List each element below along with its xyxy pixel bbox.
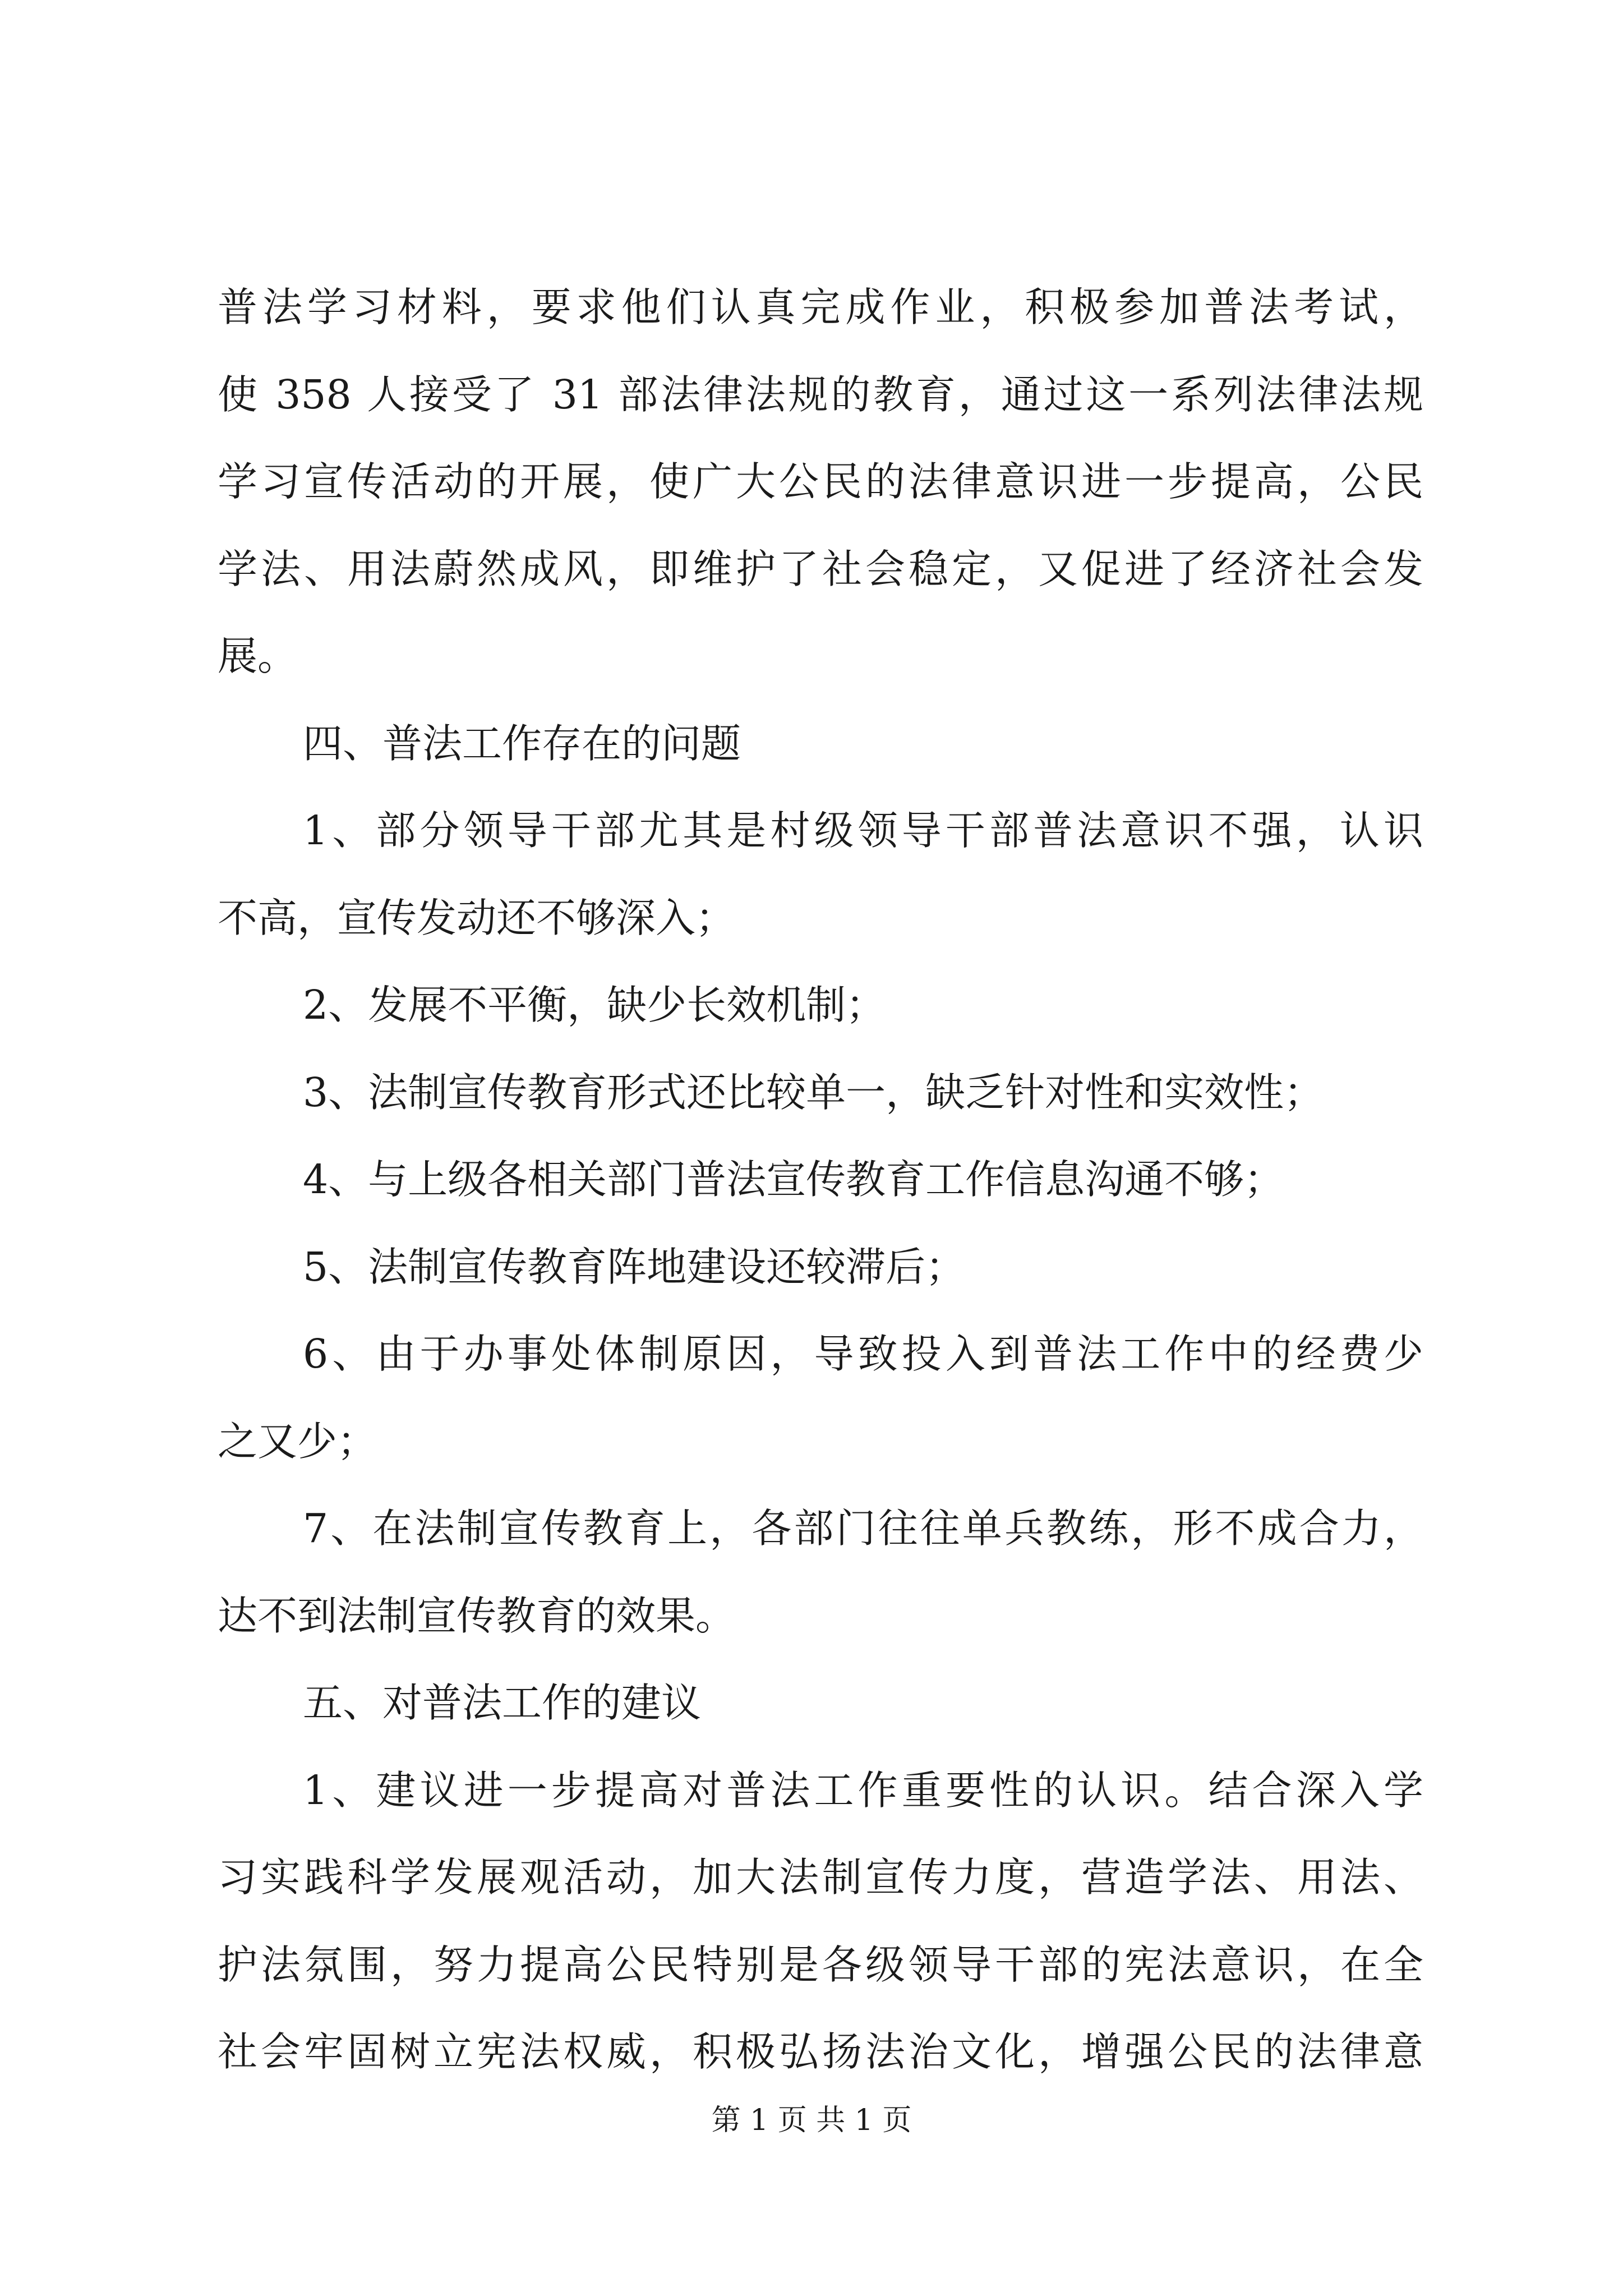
page-number-footer: 第 1 页 共 1 页: [711, 2104, 912, 2137]
paragraph-line: 普法学习材料，要求他们认真完成作业，积极参加普法考试，: [218, 284, 1423, 330]
section-heading: 四、普法工作存在的问题: [303, 720, 741, 767]
list-item: 3、法制宣传教育形式还比较单一，缺乏针对性和实效性；: [303, 1069, 1324, 1116]
paragraph-line: 学法、用法蔚然成风，即维护了社会稳定，又促进了经济社会发: [218, 545, 1423, 592]
list-item: 2、发展不平衡，缺少长效机制；: [303, 982, 886, 1028]
list-item: 1、建议进一步提高对普法工作重要性的认识。结合深入学: [303, 1766, 1423, 1814]
paragraph-line: 社会牢固树立宪法权威，积极弘扬法治文化，增强公民的法律意: [218, 2028, 1423, 2075]
paragraph-line: 不高，宣传发动还不够深入；: [218, 894, 736, 941]
document-body: [218, 264, 1423, 2096]
paragraph-line: 展。: [218, 633, 298, 679]
paragraph-line: 达不到法制宣传教育的效果。: [218, 1592, 736, 1639]
paragraph-line: 习实践科学发展观活动，加大法制宣传力度，营造学法、用法、: [218, 1854, 1423, 1901]
paragraph-line: 学习宣传活动的开展，使广大公民的法律意识进一步提高，公民: [218, 458, 1423, 505]
list-item: 4、与上级各相关部门普法宣传教育工作信息沟通不够；: [303, 1156, 1284, 1203]
paragraph-line: 之又少；: [218, 1418, 377, 1465]
list-item: 5、法制宣传教育阵地建设还较滞后；: [303, 1243, 966, 1290]
paragraph-line: 使 358 人接受了 31 部法律法规的教育，通过这一系列法律法规: [218, 371, 1423, 418]
list-item: 7、在法制宣传教育上，各部门往往单兵教练，形不成合力，: [303, 1505, 1423, 1552]
list-item: 6、由于办事处体制原因，导致投入到普法工作中的经费少: [303, 1331, 1423, 1377]
section-heading: 五、对普法工作的建议: [303, 1680, 702, 1726]
list-item: 1、部分领导干部尤其是村级领导干部普法意识不强，认识: [303, 807, 1423, 854]
paragraph-line: 护法氛围，努力提高公民特别是各级领导干部的宪法意识，在全: [218, 1941, 1423, 1988]
